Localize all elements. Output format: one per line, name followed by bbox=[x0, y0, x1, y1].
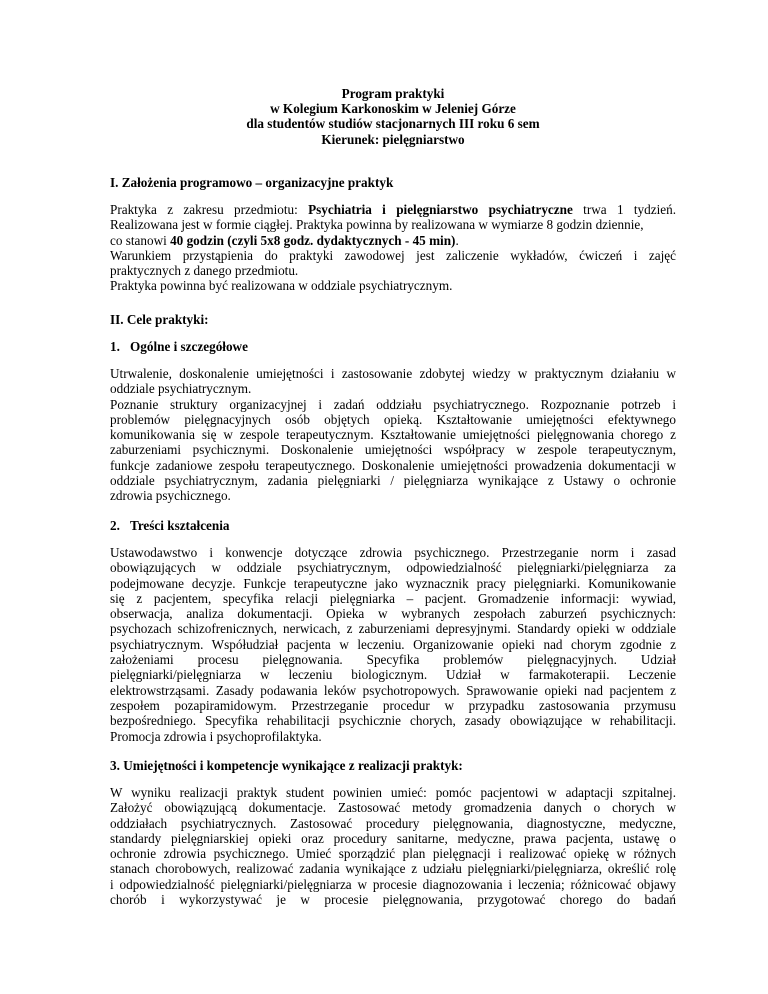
subsection-2-heading: 2. Treści kształcenia bbox=[110, 518, 230, 533]
s1-line-6: Praktyka powinna być realizowana w oddziale psychiatrycznym. bbox=[110, 278, 453, 294]
s1-line-2: Realizowana jest w formie ciągłej. Praktyka powinna by realizowana w wymiarze 8 godzin dziennie, bbox=[110, 217, 644, 233]
course-name: Psychiatria i pielęgniarstwo psychiatryczne bbox=[308, 202, 573, 217]
s1-line-1: Praktyka z zakresu przedmiotu: Psychiatria i pielęgniarstwo psychiatryczne trwa 1 tydzień. bbox=[110, 202, 676, 217]
section-2-paragraph-2: Ustawodawstwo i konwencje dotyczące zdrowia psychicznego. Przestrzeganie norm i zasad obowiązujących w oddziale psychiatrycznym, odpowiedzialność pielęgniarki/pielęgniarza za podejmowane decyzje. Funkcje terapeutyczne jako wyznacznik pracy pielęgniarki. Komunikowanie się z pacjentem, specyfika relacji pielęgniarka – pacjent. Gromadzenie informacji: wywiad, obserwacja, analiza dokumentacji. Opieka w wybranych zespołach zaburzeń psychicznych: psychozach schizofrenicznych, nerwicach, z zaburzeniami depresyjnymi. Standardy opieki w oddziale psychiatrycznym. Współudział pacjenta w leczeniu. Organizowanie opieki nad chorym zgodnie z założeniami procesu pielęgnowania. Specyfika problemów pielęgnacyjnych. Udział pielęgniarki/pielęgniarza w leczeniu biologicznym. Udział w farmakoterapii. Leczenie elektrowstrząsami. Zasady podawania leków psychotropowych. Sprawowanie opieki nad pacjentem z zespołem pozapiramidowym. Przestrzeganie procedur w przypadku zastosowania przymusu bezpośredniego. Specyfika rehabilitacji psychicznie chorych, zasady obowiązujące w rehabilitacji. Promocja zdrowia i psychoprofilaktyka. bbox=[110, 545, 676, 744]
document-title bbox=[110, 86, 676, 147]
title-line-4: Kierunek: pielęgniarstwo bbox=[321, 131, 465, 147]
s1-line-5: praktycznych z danego przedmiotu. bbox=[110, 263, 299, 279]
section-2-paragraph-1: Utrwalenie, doskonalenie umiejętności i zastosowanie zdobytej wiedzy w praktycznym działaniu w oddziale psychiatrycznym. Poznanie struktury organizacyjnej i zadań oddziału psychiatrycznego. Rozpoznanie potrzeb i problemów pielęgnacyjnych osób objętych opieką. Kształtowanie umiejętności efektywnego komunikowania się w zespole terapeutycznym. Kształtowanie umiejętności pielęgnowania chorego z zaburzeniami psychicznymi. Doskonalenie umiejętności współpracy w zespole terapeutycznym, funkcje zadaniowe zespołu terapeutycznego. Doskonalenie umiejętności prowadzenia dokumentacji w oddziale psychiatrycznym, zadania pielęgniarki / pielęgniarza wynikające z Ustawy o ochronie zdrowia psychicznego. bbox=[110, 366, 676, 504]
s1-line-4: Warunkiem przystąpienia do praktyki zawodowej jest zaliczenie wykładów, ćwiczeń i zajęć bbox=[110, 247, 676, 263]
title-line-1: Program praktyki bbox=[341, 86, 445, 101]
title-line-2: w Kolegium Karkonoskim w Jeleniej Górze bbox=[270, 101, 516, 117]
title-line-3: dla studentów studiów stacjonarnych III roku 6 sem bbox=[246, 116, 540, 132]
section-1-paragraph bbox=[110, 202, 676, 294]
section-3-paragraph: W wyniku realizacji praktyk student powinien umieć: pomóc pacjentowi w adaptacji szpitalnej. Założyć obowiązującą dokumentacje. Zastosować metody gromadzenia danych o chorych w oddziałach psychiatrycznych. Zastosować procedury pielęgnowania, diagnostyczne, medyczne, standardy pielęgniarskiej opieki oraz procedury sanitarne, medyczne, prawa pacjenta, ustawę o ochronie zdrowia psychicznego. Umieć sporządzić plan pielęgnacji i realizować opiekę w różnych stanach chorobowych, realizować zadania wynikające z udziału pielęgniarki/pielęgniarza, określić rolę i odpowiedzialność pielęgniarki/pielęgniarza w procesie diagnozowania i leczenia; różnicować objawy chorób i wykorzystywać je w procesie pielęgnowania, przygotować chorego do badań bbox=[110, 785, 676, 908]
hours-total: 40 godzin (czyli 5x8 godz. dydaktycznych - 45 min) bbox=[170, 232, 456, 248]
section-3-heading: 3. Umiejętności i kompetencje wynikające z realizacji praktyk: bbox=[110, 758, 463, 773]
section-1-heading: I. Założenia programowo – organizacyjne praktyk bbox=[110, 175, 394, 190]
section-2-heading: II. Cele praktyki: bbox=[110, 312, 209, 327]
s1-line-3: co stanowi 40 godzin (czyli 5x8 godz. dydaktycznych - 45 min). bbox=[110, 232, 459, 248]
subsection-1-heading: 1. Ogólne i szczegółowe bbox=[110, 339, 248, 354]
